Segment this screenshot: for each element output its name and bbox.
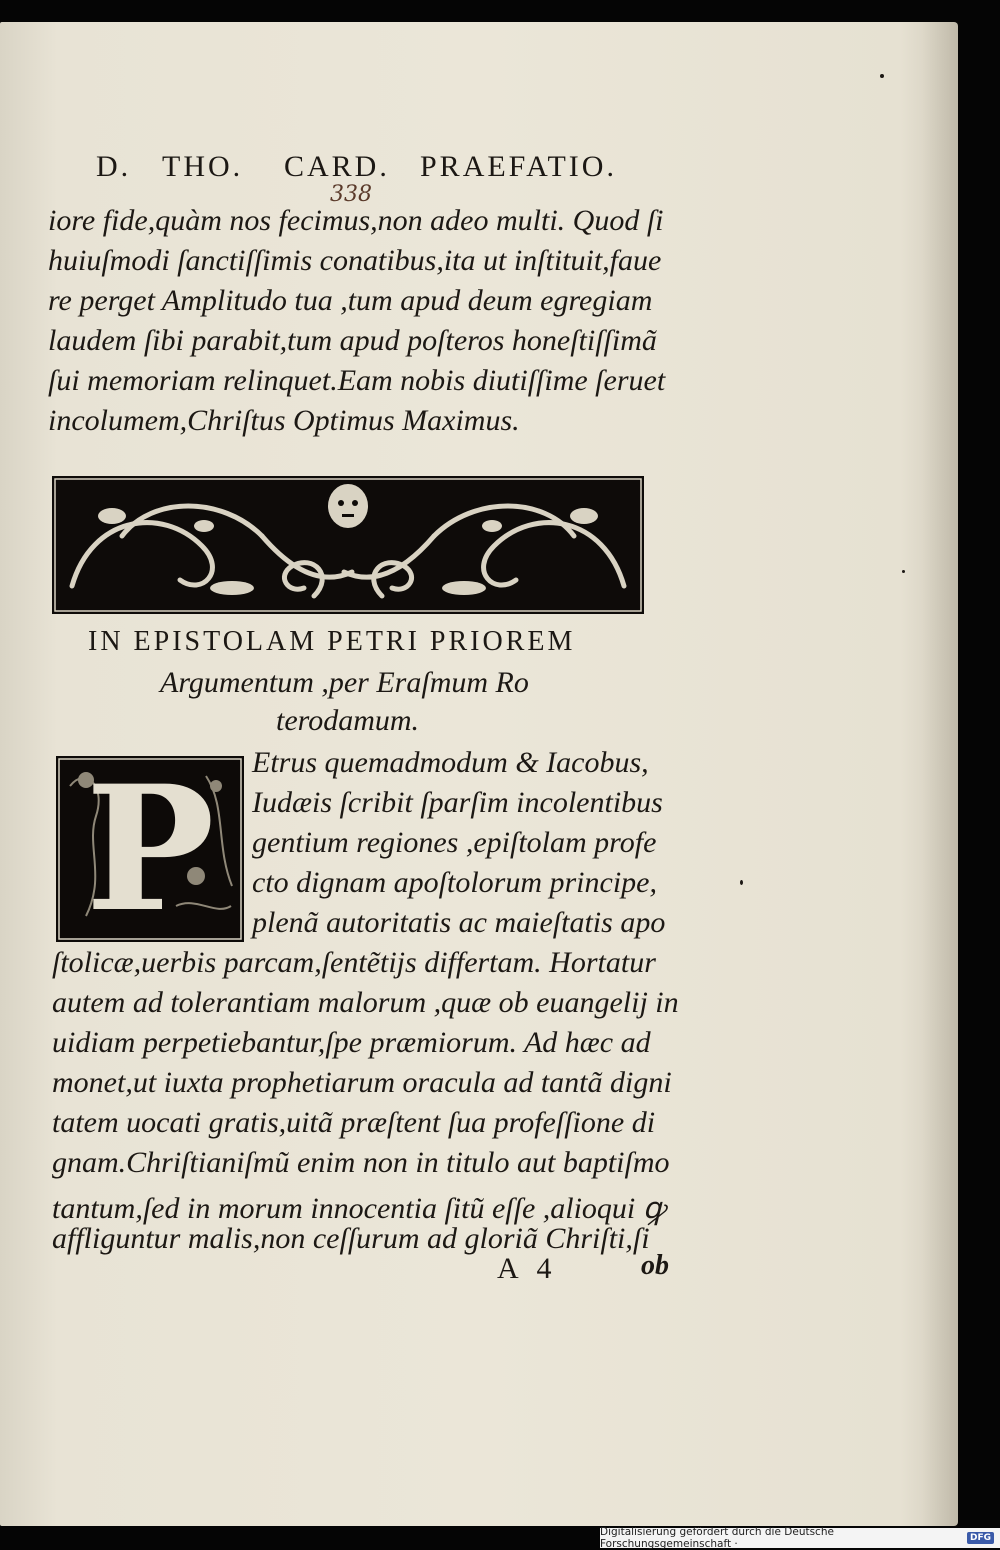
section-subtitle: Argumentum ,per Eraſmum Ro (160, 666, 529, 699)
text-line: re perget Amplitudo tua ,tum apud deum egregiam (48, 284, 653, 317)
ink-speck (740, 880, 743, 885)
signature-mark: A 4 (497, 1252, 558, 1285)
text-line: laudem ſibi parabit,tum apud poſteros honeſtiſſimã (48, 324, 657, 357)
text-line: Etrus quemadmodum & Iacobus, (252, 746, 649, 779)
catchword: ob (641, 1250, 669, 1281)
text-line: iore fide,quàm nos fecimus,non adeo multi. Quod ſi (48, 204, 664, 237)
running-head-part: PRAEFATIO. (420, 150, 617, 183)
text-line: uidiam perpetiebantur,ſpe præmiorum. Ad hæc ad (52, 1026, 651, 1059)
section-title: IN EPISTOLAM PETRI PRIOREM (88, 626, 576, 657)
decorated-initial (56, 747, 244, 950)
text-line: ſtolicæ,uerbis parcam,ſentẽtijs differtam. Hortatur (52, 946, 656, 979)
text-line: autem ad tolerantiam malorum ,quæ ob euangelij in (52, 986, 679, 1019)
running-head-part: CARD. (284, 150, 390, 183)
text-line: cto dignam apoſtolorum principe, (252, 866, 657, 899)
text-line: gentium regiones ,epiſtolam profe (252, 826, 657, 859)
text-line: incolumem,Chriſtus Optimus Maximus. (48, 404, 520, 437)
digitization-credit-bar (600, 1528, 1000, 1548)
text-line: plenã autoritatis ac maieſtatis apo (252, 906, 666, 939)
text-line: tantum,ſed in morum innocentia ſitũ eſſe ,alioqui ꝙ (52, 1192, 666, 1225)
dfg-logo-icon: DFG (967, 1532, 994, 1544)
section-subtitle: terodamum. (276, 704, 420, 737)
footer-credit-text: Digitalisierung gefördert durch die Deutsche Forschungsgemeinschaft · (600, 1526, 834, 1550)
foliage-scroll-ornament (52, 476, 644, 614)
handwritten-folio-number: 338 (330, 182, 372, 207)
text-line: monet,ut iuxta prophetiarum oracula ad tantã digni (52, 1066, 672, 1099)
book-page (0, 22, 958, 1526)
ink-speck (880, 74, 884, 78)
text-line: ſui memoriam relinquet.Eam nobis diutiſſime ſeruet (48, 364, 666, 397)
text-line: huiuſmodi ſanctiſſimis conatibus,ita ut inſtituit,faue (48, 244, 662, 277)
text-line: gnam.Chriſtianiſmũ enim non in titulo aut baptiſmo (52, 1146, 670, 1179)
text-line: tatem uocati gratis,uitã præſtent ſua profeſſione di (52, 1106, 656, 1139)
woodcut-ornament-band (52, 476, 644, 614)
text-line: Iudæis ſcribit ſparſim incolentibus (252, 786, 663, 819)
ink-speck (902, 570, 905, 573)
initial-letter: P (85, 747, 215, 950)
running-head-part: THO. (162, 150, 244, 183)
text-line: affliguntur malis,non ceſſurum ad gloriã Chriſti,ſi (52, 1222, 650, 1255)
running-head-part: D. (96, 150, 132, 183)
